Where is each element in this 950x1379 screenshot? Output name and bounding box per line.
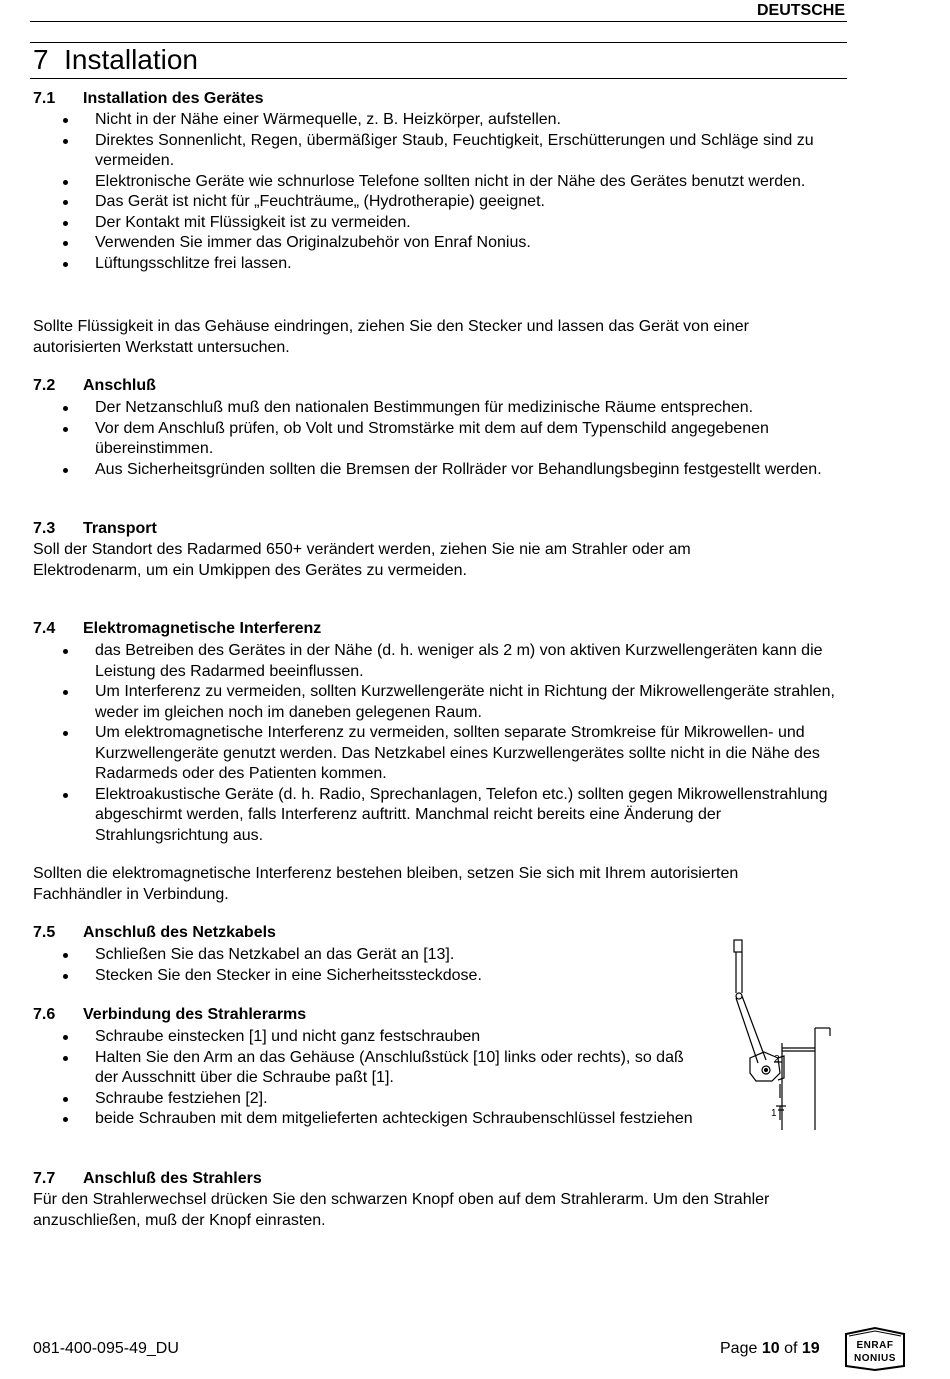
chapter-rule-top	[30, 42, 847, 43]
bullet-list-7-1	[0, 110, 840, 274]
paragraph-7-3: Soll der Standort des Radarmed 650+ verändert werden, ziehen Sie nie am Strahler oder am Elektrodenarm, um ein Umkippen des Gerätes zu vermeiden.	[33, 541, 691, 579]
list-item: Lüftungsschlitze frei lassen.	[0, 254, 840, 275]
bullet-icon	[63, 118, 68, 123]
bullet-list-7-6	[0, 1027, 710, 1130]
bullet-icon	[63, 974, 68, 979]
list-item: Direktes Sonnenlicht, Regen, übermäßiger Staub, Feuchtigkeit, Erschütterungen und Schläge sind zu vermeiden.	[0, 131, 840, 172]
list-item: Halten Sie den Arm an das Gehäuse (Anschlußstück [10] links oder rechts), so daß der Ausschnitt über die Schraube paßt [1].	[0, 1048, 710, 1089]
enraf-nonius-logo	[843, 1326, 907, 1372]
section-heading-7-6	[33, 1006, 306, 1024]
diagram-label-2: 2	[774, 1054, 780, 1065]
section-number: 7.6	[33, 1006, 56, 1023]
section-title: Anschluß	[83, 377, 156, 394]
list-item: Der Netzanschluß muß den nationalen Bestimmungen für medizinische Räume entsprechen.	[0, 398, 840, 419]
header-rule	[30, 21, 847, 22]
bullet-list-7-5	[0, 945, 680, 986]
logo-line-2: NONIUS	[854, 1353, 896, 1364]
bullet-icon	[63, 262, 68, 267]
section-title: Anschluß des Strahlers	[83, 1170, 262, 1187]
bullet-icon	[63, 1117, 68, 1122]
section-number: 7.4	[33, 620, 56, 637]
bullet-icon	[63, 1097, 68, 1102]
bullet-list-7-4	[0, 641, 840, 846]
chapter-title-text: Installation	[64, 44, 199, 75]
list-item: Aus Sicherheitsgründen sollten die Bremsen der Rollräder vor Behandlungsbeginn festgestellt werden.	[0, 460, 840, 481]
section-heading-7-4	[33, 620, 321, 638]
page-number	[720, 1340, 820, 1358]
logo-line-1: ENRAF	[856, 1340, 894, 1351]
section-number: 7.7	[33, 1170, 56, 1187]
bullet-icon	[63, 731, 68, 736]
list-item: Vor dem Anschluß prüfen, ob Volt und Stromstärke mit dem auf dem Typenschild angegebenen übereinstimmen.	[0, 419, 840, 460]
header-language: DEUTSCHE	[756, 2, 845, 19]
list-item: Stecken Sie den Stecker in eine Sicherheitssteckdose.	[0, 966, 680, 987]
list-item: Der Kontakt mit Flüssigkeit ist zu vermeiden.	[0, 213, 840, 234]
section-title: Verbindung des Strahlerarms	[83, 1006, 307, 1023]
section-heading-7-5	[33, 924, 276, 942]
chapter-title	[33, 44, 198, 76]
paragraph-7-1: Sollte Flüssigkeit in das Gehäuse eindringen, ziehen Sie den Stecker und lassen das Gerät von einer autorisierten Werkstatt untersuchen.	[33, 318, 749, 356]
section-heading-7-3	[33, 520, 157, 538]
bullet-icon	[63, 427, 68, 432]
bullet-icon	[63, 468, 68, 473]
list-item: Um Interferenz zu vermeiden, sollten Kurzwellengeräte nicht in Richtung der Mikrowellengeräte strahlen, weder im gleichen noch im daneben gelegenen Raum.	[0, 682, 840, 723]
list-item: Das Gerät ist nicht für „Feuchträume„ (Hydrotherapie) geeignet.	[0, 192, 840, 213]
section-title: Anschluß des Netzkabels	[83, 924, 276, 941]
page-current: 10	[761, 1340, 780, 1357]
bullet-icon	[63, 180, 68, 185]
page-of: of	[784, 1340, 798, 1357]
chapter-number: 7	[33, 44, 49, 75]
section-heading-7-2	[33, 377, 156, 395]
arm-attachment-diagram	[720, 938, 845, 1133]
section-heading-7-7	[33, 1170, 262, 1188]
list-item: Schließen Sie das Netzkabel an das Gerät an [13].	[0, 945, 680, 966]
list-item: Schraube einstecken [1] und nicht ganz festschrauben	[0, 1027, 710, 1048]
bullet-icon	[63, 690, 68, 695]
bullet-icon	[63, 953, 68, 958]
paragraph-7-4: Sollten die elektromagnetische Interferenz bestehen bleiben, setzen Sie sich mit Ihrem autorisierten Fachhändler in Verbindung.	[33, 865, 739, 903]
section-number: 7.1	[33, 90, 56, 107]
list-item: Nicht in der Nähe einer Wärmequelle, z. B. Heizkörper, aufstellen.	[0, 110, 840, 131]
bullet-icon	[63, 241, 68, 246]
section-title: Transport	[83, 520, 157, 537]
list-item: beide Schrauben mit dem mitgelieferten achteckigen Schraubenschlüssel festziehen	[0, 1109, 710, 1130]
section-heading-7-1	[33, 90, 264, 108]
paragraph-7-7: Für den Strahlerwechsel drücken Sie den schwarzen Knopf oben auf dem Strahlerarm. Um den Strahler anzuschließen, muß der Knopf einrasten.	[33, 1191, 770, 1229]
bullet-icon	[63, 1035, 68, 1040]
list-item: Verwenden Sie immer das Originalzubehör von Enraf Nonius.	[0, 233, 840, 254]
page-prefix: Page	[720, 1340, 758, 1357]
bullet-icon	[63, 406, 68, 411]
section-number: 7.5	[33, 924, 56, 941]
list-item: Um elektromagnetische Interferenz zu vermeiden, sollten separate Stromkreise für Mikrowellen- und Kurzwellengeräte genutzt werden. Das Netzkabel eines Kurzwellengerätes sollte nicht in die Nähe des Radarmeds oder des Patienten kommen.	[0, 723, 840, 785]
document-number: 081-400-095-49_DU	[33, 1340, 179, 1357]
section-title: Elektromagnetische Interferenz	[83, 620, 322, 637]
bullet-icon	[63, 221, 68, 226]
chapter-rule-bottom	[30, 78, 847, 79]
bullet-icon	[63, 1056, 68, 1061]
section-number: 7.3	[33, 520, 56, 537]
bullet-icon	[63, 793, 68, 798]
page-total: 19	[801, 1340, 820, 1357]
section-number: 7.2	[33, 377, 56, 394]
list-item: das Betreiben des Gerätes in der Nähe (d. h. weniger als 2 m) von aktiven Kurzwellengeräten kann die Leistung des Radarmed beeinflussen.	[0, 641, 840, 682]
diagram-label-1: 1	[771, 1108, 777, 1119]
list-item: Schraube festziehen [2].	[0, 1089, 710, 1110]
bullet-list-7-2	[0, 398, 840, 480]
list-item: Elektroakustische Geräte (d. h. Radio, Sprechanlagen, Telefon etc.) sollten gegen Mikrowellenstrahlung abgeschirmt werden, falls Interferenz auftritt. Manchmal reicht bereits eine Änderung der Strahlungsrichtung aus.	[0, 785, 840, 847]
bullet-icon	[63, 649, 68, 654]
list-item: Elektronische Geräte wie schnurlose Telefone sollten nicht in der Nähe des Gerätes benutzt werden.	[0, 172, 840, 193]
bullet-icon	[63, 139, 68, 144]
section-title: Installation des Gerätes	[83, 90, 264, 107]
bullet-icon	[63, 200, 68, 205]
